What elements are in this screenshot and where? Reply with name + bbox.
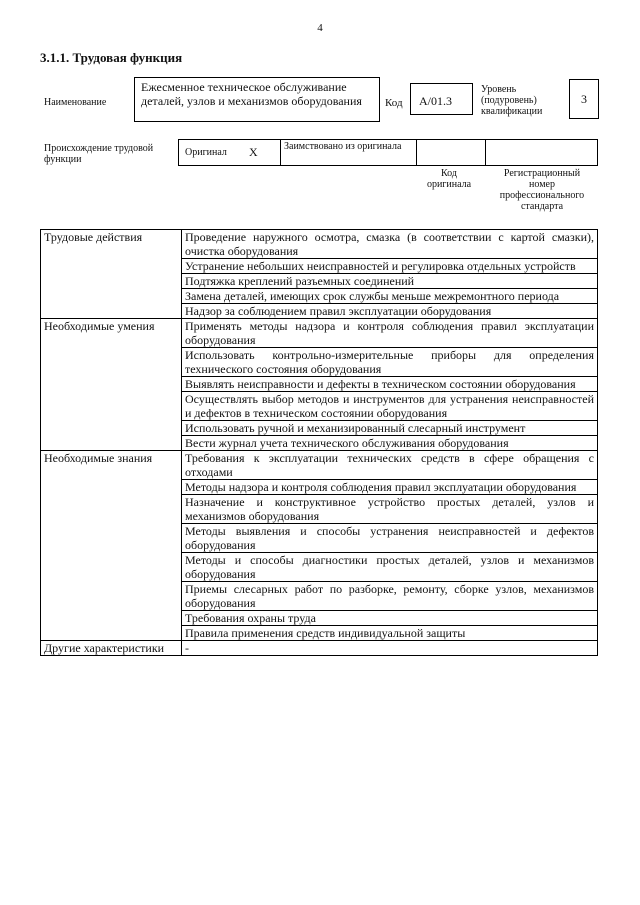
item-cell: Вести журнал учета технического обслуживания оборудования: [182, 436, 598, 451]
table-row: [41, 230, 598, 259]
registration-number-caption: Регистрационный номер профессионального стандарта: [499, 168, 585, 212]
item-cell: Назначение и конструктивное устройство простых деталей, узлов и механизмов оборудования: [182, 495, 598, 524]
category-cell: Необходимые умения: [41, 319, 182, 451]
level-value: 3: [569, 79, 599, 119]
original-mark: X: [249, 145, 258, 159]
item-cell: Надзор за соблюдением правил эксплуатации оборудования: [182, 304, 598, 319]
borrowed-label: Заимствовано из оригинала: [284, 141, 402, 152]
name-value: Ежесменное техническое обслуживание деталей, узлов и механизмов оборудования: [134, 77, 380, 122]
item-cell: Замена деталей, имеющих срок службы меньше межремонтного периода: [182, 289, 598, 304]
item-cell: Методы надзора и контроля соблюдения правил эксплуатации оборудования: [182, 480, 598, 495]
category-cell: Необходимые знания: [41, 451, 182, 641]
code-value: A/01.3: [410, 83, 473, 115]
item-cell: -: [182, 641, 598, 656]
level-label: Уровень (подуровень) квалификации: [481, 84, 543, 117]
name-label: Наименование: [44, 97, 107, 108]
original-label: Оригинал: [185, 147, 227, 158]
item-cell: Правила применения средств индивидуальной защиты: [182, 626, 598, 641]
category-cell: Другие характеристики: [41, 641, 182, 656]
code-label: Код: [385, 97, 403, 109]
item-cell: Осуществлять выбор методов и инструментов для устранения неисправностей и дефектов в техническом состоянии оборудования: [182, 392, 598, 421]
labor-function-table: [40, 229, 598, 656]
item-cell: Приемы слесарных работ по разборке, ремонту, сборке узлов, механизмов оборудования: [182, 582, 598, 611]
section-title: 3.1.1. Трудовая функция: [40, 50, 183, 65]
item-cell: Использовать ручной и механизированный слесарный инструмент: [182, 421, 598, 436]
table-row: [41, 319, 598, 348]
page-number: 4: [317, 22, 323, 34]
origin-label: Происхождение трудовой функции: [44, 143, 154, 165]
item-cell: Методы выявления и способы устранения неисправностей и дефектов оборудования: [182, 524, 598, 553]
item-cell: Применять методы надзора и контроля соблюдения правил эксплуатации оборудования: [182, 319, 598, 348]
category-cell: Трудовые действия: [41, 230, 182, 319]
item-cell: Подтяжка креплений разъемных соединений: [182, 274, 598, 289]
item-cell: Использовать контрольно-измерительные приборы для определения технического состояния оборудования: [182, 348, 598, 377]
item-cell: Методы и способы диагностики простых деталей, узлов и механизмов оборудования: [182, 553, 598, 582]
code-original-caption: Код оригинала: [426, 168, 472, 190]
item-cell: Выявлять неисправности и дефекты в техническом состоянии оборудования: [182, 377, 598, 392]
table-row: [41, 451, 598, 480]
item-cell: Требования к эксплуатации технических средств в сфере обращения с отходами: [182, 451, 598, 480]
item-cell: Проведение наружного осмотра, смазка (в соответствии с картой смазки), очистка оборудования: [182, 230, 598, 259]
item-cell: Требования охраны труда: [182, 611, 598, 626]
table-row: [41, 641, 598, 656]
item-cell: Устранение небольших неисправностей и регулировка отдельных устройств: [182, 259, 598, 274]
